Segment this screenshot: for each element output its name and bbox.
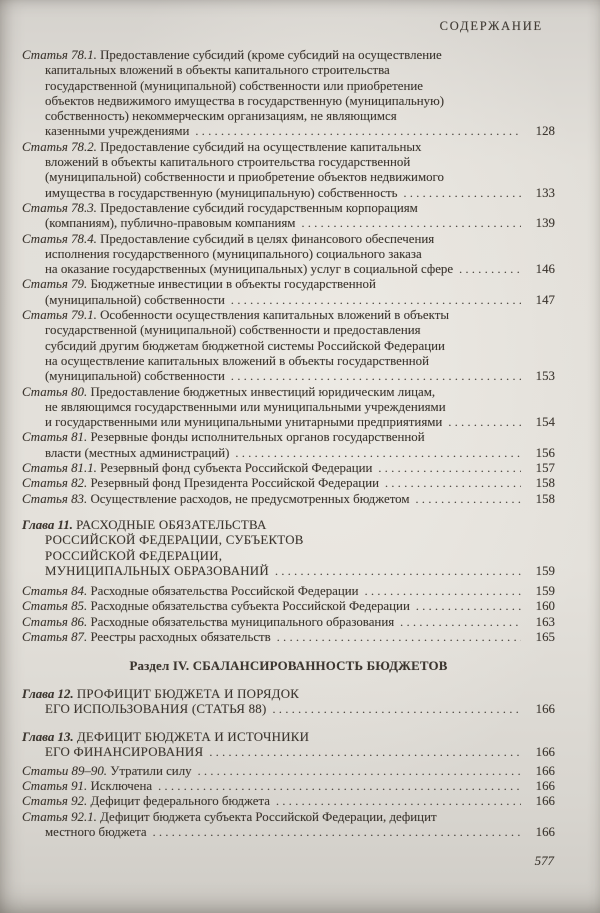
entry-page-number: 133 (535, 185, 555, 200)
entry-text (45, 533, 304, 547)
entry-first-line (22, 461, 555, 476)
entry-first-line (22, 492, 555, 507)
entry-text (45, 354, 429, 368)
entry-text (45, 323, 421, 337)
dot-leader (378, 461, 521, 476)
dot-leader (275, 564, 521, 579)
entry-text (22, 615, 394, 630)
entry-text (22, 518, 267, 532)
entry-title-fragment: и государственными или муниципальными унитарными предприятиями (45, 415, 443, 430)
entry-text (22, 461, 372, 476)
dot-leader (385, 476, 521, 491)
dot-leader (231, 369, 521, 384)
entry-title-fragment: Утратили силу (110, 763, 192, 778)
dot-leader (301, 216, 521, 231)
entry-prefix: Статья 84. (22, 584, 88, 599)
section-prefix: Раздел IV. (129, 659, 190, 674)
entry-continuation-line (22, 446, 555, 461)
entry-continuation-line (22, 63, 555, 78)
entry-continuation-line (22, 533, 555, 548)
entry-page-number: 163 (535, 614, 555, 629)
entry-first-line (22, 687, 555, 702)
entry-title-fragment: ПРОФИЦИТ БЮДЖЕТА И ПОРЯДОК (76, 686, 300, 701)
entry-first-line (22, 140, 555, 155)
dot-leader (448, 415, 521, 430)
entry-first-line (22, 430, 555, 445)
entry-continuation-line (22, 354, 555, 369)
page-folio: 577 (534, 854, 554, 869)
entry-title-fragment: (муниципальной) собственности (45, 292, 225, 307)
toc-entry-article (22, 492, 555, 507)
entry-page-number: 158 (535, 491, 555, 506)
entry-page-number: 166 (535, 779, 555, 794)
entry-page-number: 153 (535, 369, 555, 384)
entry-title-fragment: на осуществление капитальных вложений в объекты государственной (45, 353, 430, 368)
entry-prefix: Статья 83. (22, 491, 88, 506)
dot-leader (153, 825, 521, 840)
entry-continuation-line (22, 549, 555, 564)
toc-entry-article (22, 764, 555, 779)
dot-leader (276, 794, 521, 809)
entry-continuation-line (22, 415, 555, 430)
entry-continuation-line (22, 702, 555, 717)
entry-first-line (22, 599, 555, 614)
entry-text (45, 79, 423, 93)
entry-prefix: Статья 78.1. (22, 48, 97, 62)
entry-page-number: 139 (535, 216, 555, 231)
entry-text (22, 201, 418, 215)
toc-entry-article (22, 794, 555, 809)
toc-entry-article (22, 599, 555, 614)
entry-text (45, 549, 222, 563)
entry-prefix: Статья 92.1. (22, 809, 97, 824)
entry-title-fragment: Дефицит федерального бюджета (90, 794, 270, 809)
entry-continuation-line (22, 216, 555, 231)
dot-leader (416, 492, 521, 507)
entry-text (45, 170, 444, 184)
entry-text (45, 702, 267, 717)
entry-title-fragment: Исключена (90, 779, 153, 794)
entry-title-fragment: ЕГО ИСПОЛЬЗОВАНИЯ (СТАТЬЯ 88) (45, 701, 267, 716)
entry-continuation-line (22, 94, 555, 109)
entry-continuation-line (22, 564, 555, 579)
entry-prefix: Глава 11. (22, 517, 73, 532)
entry-title-fragment: Резервный фонд субъекта Российской Федерации (100, 461, 373, 476)
entry-title-fragment: РОССИЙСКОЙ ФЕДЕРАЦИИ, (45, 548, 223, 563)
entry-text (22, 779, 152, 794)
entry-prefix: Статья 92. (22, 794, 88, 809)
entry-title-fragment: Предоставление бюджетных инвестиций юридическим лицам, (90, 384, 436, 399)
entry-prefix: Глава 12. (22, 686, 74, 701)
entry-title-fragment: (муниципальной) собственности (45, 369, 225, 384)
entry-title-fragment: государственной (муниципальной) собственности и предоставления (45, 323, 421, 338)
entry-continuation-line (22, 825, 555, 840)
entry-text (45, 446, 229, 461)
entry-text (22, 764, 192, 779)
entry-text (22, 308, 449, 322)
dot-leader (365, 584, 521, 599)
entry-title-fragment: ДЕФИЦИТ БЮДЖЕТА И ИСТОЧНИКИ (76, 730, 310, 745)
entry-continuation-line (22, 247, 555, 262)
dot-leader (231, 293, 521, 308)
dot-leader (416, 599, 521, 614)
entry-page-number: 157 (535, 461, 555, 476)
entry-title-fragment: собственность) некоммерческим организациям, не являющимся (45, 109, 397, 124)
entry-text (45, 216, 295, 231)
entry-prefix: Статья 87. (22, 629, 88, 644)
toc-entry-chapter (22, 518, 555, 579)
entry-prefix: Статья 79.1. (22, 308, 97, 323)
entry-prefix: Статья 80. (22, 384, 88, 399)
entry-text (22, 430, 425, 444)
entry-title-fragment: не являющимся государственными или муниципальными учреждениями (45, 399, 446, 414)
entry-page-number: 147 (535, 292, 555, 307)
entry-title-fragment: Предоставление субсидий государственным корпорациям (100, 200, 418, 215)
entry-continuation-line (22, 155, 555, 170)
entry-title-fragment: исполнения государственного (муниципального) социального заказа (45, 246, 422, 261)
entry-text (45, 262, 453, 277)
entry-text (45, 369, 225, 384)
entry-first-line (22, 615, 555, 630)
entry-page-number: 128 (535, 124, 555, 139)
entry-text (45, 564, 269, 579)
entry-title-fragment: МУНИЦИПАЛЬНЫХ ОБРАЗОВАНИЙ (45, 563, 269, 578)
entry-first-line (22, 385, 555, 400)
entry-title-fragment: Предоставление субсидий в целях финансового обеспечения (100, 231, 435, 246)
entry-continuation-line (22, 79, 555, 94)
toc-entry-article (22, 476, 555, 491)
entry-continuation-line (22, 369, 555, 384)
table-of-contents (22, 48, 555, 870)
entry-text (45, 109, 397, 123)
dot-leader (459, 262, 521, 277)
entry-prefix: Статья 91. (22, 779, 88, 794)
toc-entry-article (22, 232, 555, 278)
dot-leader (158, 779, 521, 794)
entry-continuation-line (22, 124, 555, 139)
toc-entry-article (22, 277, 555, 308)
toc-entry-article (22, 810, 555, 841)
entry-title-fragment: Расходные обязательства Российской Федерации (90, 584, 359, 599)
entry-prefix: Статья 78.3. (22, 200, 97, 215)
entry-title-fragment: объектов недвижимого имущества в государственную (муниципальную) (45, 93, 445, 108)
entry-title-fragment: РОССИЙСКОЙ ФЕДЕРАЦИИ, СУБЪЕКТОВ (45, 533, 304, 548)
entry-title-fragment: (компаниям), публично-правовым компаниям (45, 216, 296, 231)
toc-entry-chapter (22, 730, 555, 761)
entry-text (22, 277, 376, 291)
entry-title-fragment: казенными учреждениями (45, 124, 190, 139)
entry-first-line (22, 764, 555, 779)
entry-title-fragment: Дефицит бюджета субъекта Российской Федерации, дефицит (100, 809, 437, 824)
entry-text (22, 584, 359, 599)
dot-leader (235, 446, 521, 461)
entry-page-number: 159 (535, 563, 555, 578)
entry-text (45, 400, 446, 414)
entry-text (45, 124, 189, 139)
entry-first-line (22, 794, 555, 809)
entry-prefix: Статья 78.2. (22, 139, 97, 154)
entry-page-number: 166 (535, 794, 555, 809)
entry-title-fragment: местного бюджета (45, 824, 147, 839)
entry-first-line (22, 584, 555, 599)
entry-title-fragment: на оказание государственных (муниципальных) услуг в социальной сфере (45, 262, 454, 277)
entry-title-fragment: Осуществление расходов, не предусмотренных бюджетом (90, 491, 410, 506)
entry-page-number: 166 (535, 701, 555, 716)
dot-leader (198, 764, 521, 779)
entry-continuation-line (22, 170, 555, 185)
entry-text (22, 476, 379, 491)
entry-first-line (22, 476, 555, 491)
entry-page-number: 166 (535, 745, 555, 760)
entry-title-fragment: капитальных вложений в объекты капитального строительства (45, 63, 390, 78)
entry-text (45, 415, 442, 430)
entry-prefix: Статья 79. (22, 277, 88, 292)
entry-continuation-line (22, 339, 555, 354)
dot-leader (195, 124, 521, 139)
entry-prefix: Статья 78.4. (22, 231, 97, 246)
entry-text (45, 94, 444, 108)
entry-first-line (22, 48, 555, 63)
toc-entry-article (22, 430, 555, 461)
entry-continuation-line (22, 262, 555, 277)
entry-title-fragment: Резервные фонды исполнительных органов государственной (90, 430, 425, 445)
entry-page-number: 166 (535, 824, 555, 839)
entry-title-fragment: субсидий другим бюджетам бюджетной системы Российской Федерации (45, 338, 445, 353)
entry-prefix: Глава 13. (22, 730, 74, 745)
entry-prefix: Статья 86. (22, 614, 88, 629)
entry-continuation-line (22, 323, 555, 338)
dot-leader (403, 186, 521, 201)
entry-text (22, 810, 437, 824)
toc-entry-section (22, 659, 555, 674)
toc-entry-article (22, 615, 555, 630)
entry-text (22, 48, 442, 62)
dot-leader (273, 702, 521, 717)
entry-page-number: 156 (535, 445, 555, 460)
toc-entry-article (22, 385, 555, 431)
entry-text (22, 630, 271, 645)
entry-title-fragment: вложений в объекты капитального строительства государственной (45, 155, 411, 170)
section-heading (22, 659, 555, 674)
entry-first-line (22, 201, 555, 216)
toc-entry-article (22, 630, 555, 645)
entry-prefix: Статья 85. (22, 599, 88, 614)
entry-continuation-line (22, 186, 555, 201)
entry-first-line (22, 232, 555, 247)
entry-page-number: 159 (535, 584, 555, 599)
entry-title-fragment: Резервный фонд Президента Российской Федерации (90, 476, 379, 491)
entry-title-fragment: Расходные обязательства субъекта Российской Федерации (90, 599, 410, 614)
entry-page-number: 160 (535, 599, 555, 614)
entry-text (45, 339, 445, 353)
entry-title-fragment: Расходные обязательства муниципального образования (90, 614, 395, 629)
entry-text (22, 232, 434, 246)
entry-first-line (22, 277, 555, 292)
entry-first-line (22, 730, 555, 745)
entry-text (22, 794, 270, 809)
dot-leader (277, 630, 521, 645)
entry-first-line (22, 518, 555, 533)
toc-entry-article (22, 461, 555, 476)
entry-text (22, 599, 410, 614)
entry-text (22, 385, 435, 399)
entry-text (22, 492, 410, 507)
entry-text (45, 247, 422, 261)
entry-page-number: 146 (535, 262, 555, 277)
entry-title-fragment: Бюджетные инвестиции в объекты государственной (90, 277, 376, 292)
section-title: СБАЛАНСИРОВАННОСТЬ БЮДЖЕТОВ (192, 659, 448, 674)
entry-prefix: Статья 81.1. (22, 461, 97, 476)
entry-first-line (22, 779, 555, 794)
entry-continuation-line (22, 745, 555, 760)
entry-page-number: 154 (535, 415, 555, 430)
entry-prefix: Статья 81. (22, 430, 88, 445)
toc-entry-article (22, 308, 555, 384)
entry-title-fragment: власти (местных администраций) (45, 445, 230, 460)
running-head: СОДЕРЖАНИЕ (439, 19, 543, 33)
entry-first-line (22, 308, 555, 323)
entry-title-fragment: Реестры расходных обязательств (90, 629, 271, 644)
entry-prefix: Статьи 89–90. (22, 763, 107, 778)
entry-page-number: 158 (535, 476, 555, 491)
entry-page-number: 165 (535, 629, 555, 644)
toc-entry-article (22, 201, 555, 232)
entry-continuation-line (22, 293, 555, 308)
toc-entry-article (22, 140, 555, 201)
entry-continuation-line (22, 109, 555, 124)
entry-title-fragment: Предоставление субсидий (кроме субсидий на осуществление (100, 48, 442, 62)
entry-text (45, 293, 225, 308)
entry-first-line (22, 810, 555, 825)
toc-entry-article (22, 48, 555, 140)
toc-list (22, 48, 555, 840)
entry-text (45, 155, 410, 169)
entry-first-line (22, 630, 555, 645)
dot-leader (209, 745, 521, 760)
entry-title-fragment: Предоставление субсидий на осуществление капитальных (100, 139, 422, 154)
entry-title-fragment: Особенности осуществления капитальных вложений в объекты (100, 308, 450, 323)
entry-text (45, 186, 397, 201)
dot-leader (400, 615, 521, 630)
entry-page-number: 166 (535, 763, 555, 778)
toc-entry-article (22, 584, 555, 599)
entry-prefix: Статья 82. (22, 476, 88, 491)
entry-title-fragment: РАСХОДНЫЕ ОБЯЗАТЕЛЬСТВА (76, 517, 267, 532)
entry-text (22, 687, 299, 701)
entry-title-fragment: имущества в государственную (муниципальную) собственность (45, 185, 398, 200)
toc-entry-chapter (22, 687, 555, 718)
entry-text (22, 140, 421, 154)
entry-text (45, 825, 147, 840)
entry-text (45, 63, 390, 77)
entry-title-fragment: ЕГО ФИНАНСИРОВАНИЯ (45, 745, 204, 760)
entry-continuation-line (22, 400, 555, 415)
entry-text (22, 730, 309, 744)
toc-entry-article (22, 779, 555, 794)
entry-text (45, 745, 203, 760)
entry-title-fragment: (муниципальной) собственности и приобретение объектов недвижимого (45, 170, 444, 185)
entry-title-fragment: государственной (муниципальной) собственности или приобретение (45, 78, 423, 93)
